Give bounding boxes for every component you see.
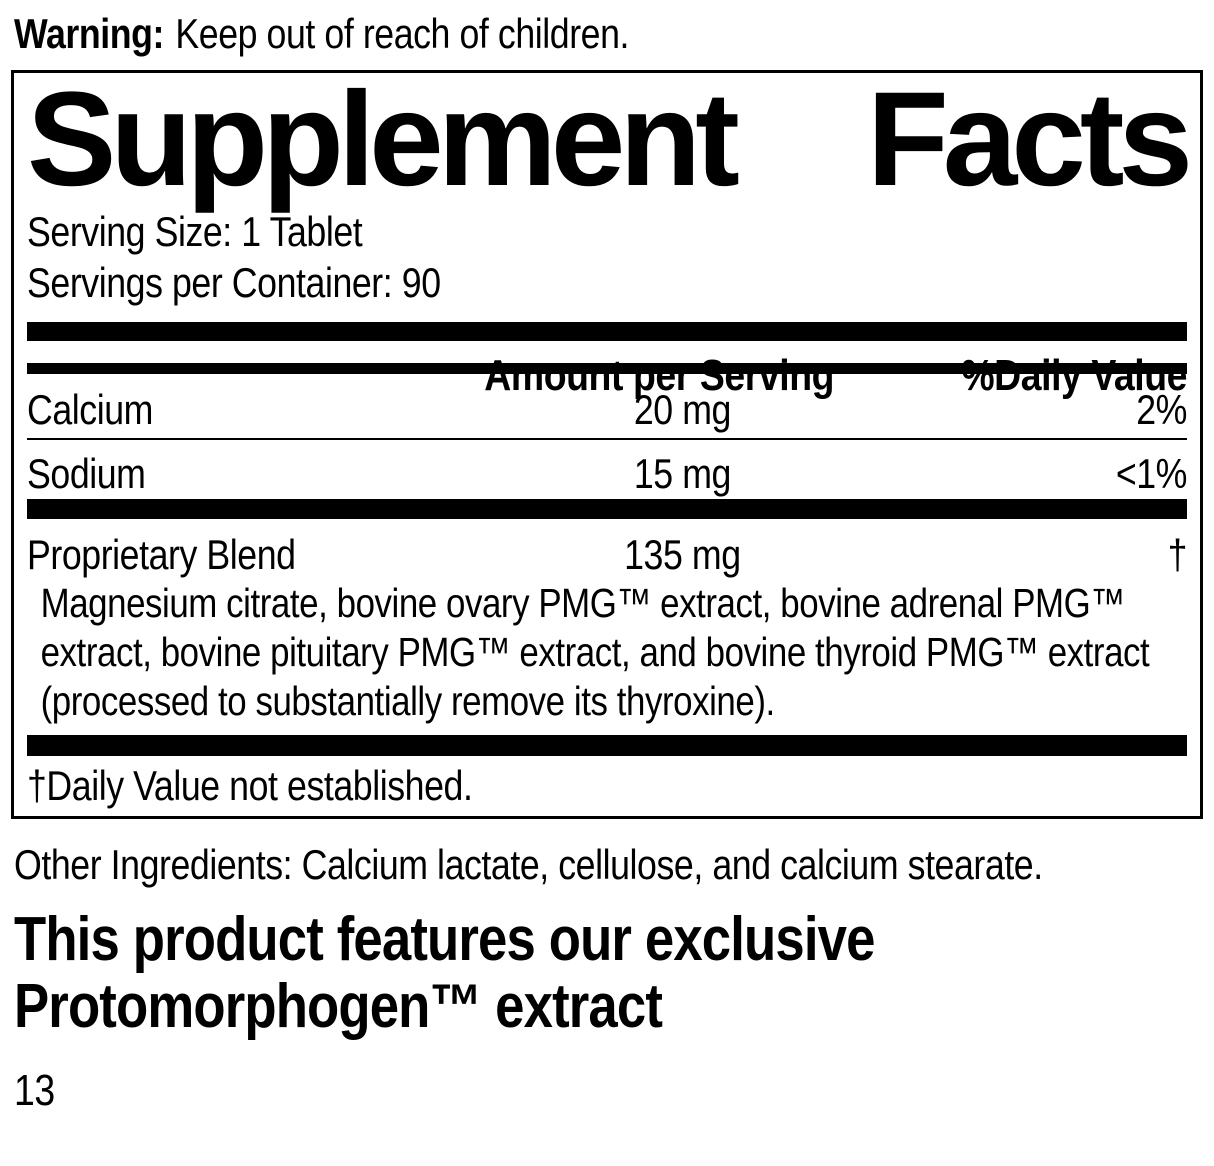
blend-description [27,579,1201,727]
supplement-facts-panel [11,65,1203,819]
nutrient-name: Sodium [27,450,146,498]
feature-heading [14,907,1200,1041]
column-header-row [27,341,1187,401]
other-ingredients-line: Other Ingredients: Calcium lactate, cellulose, and calcium stearate. [14,840,1043,888]
blend-name: Proprietary Blend [27,530,296,578]
section-divider-bar-top [27,322,1187,341]
nutrient-name: Calcium [27,386,153,434]
section-divider-bar-bottom [27,735,1187,756]
nutrient-daily-value: <1% [1115,450,1187,498]
daily-value-footnote: †Daily Value not established. [27,761,473,809]
warning-line [14,10,1200,58]
blend-description-line: Magnesium citrate, bovine ovary PMG™ extract, bovine adrenal PMG™ [40,579,1125,626]
nutrient-amount: 20 mg [633,386,731,434]
warning-label: Warning: [14,10,164,57]
feature-heading-line: Protomorphogen™ extract [14,972,663,1042]
blend-daily-value-dagger: † [1167,530,1187,578]
blend-description-line: extract, bovine pituitary PMG™ extract, and bovine thyroid PMG™ extract [40,629,1150,676]
amount-per-serving-header: Amount per Serving [484,351,835,401]
warning-text: Keep out of reach of children. [175,10,630,57]
panel-title-word-supplement: Supplement [27,65,734,215]
feature-heading-line: This product features our exclusive [14,905,875,975]
blend-amount: 135 mg [624,530,741,578]
serving-size-line: Serving Size: 1 Tablet [27,208,363,256]
blend-description-line: (processed to substantially remove its thyroxine). [40,678,775,725]
panel-title-word-facts: Facts [866,65,1187,215]
proprietary-blend-row [27,519,1187,579]
page-number: 13 [14,1066,55,1116]
daily-value-header: %Daily Value [961,351,1187,401]
nutrient-row-sodium [27,440,1187,498]
nutrient-row-calcium [27,374,1187,438]
nutrient-daily-value: 2% [1136,386,1187,434]
nutrient-amount: 15 mg [633,450,731,498]
section-divider-bar-mid [27,499,1187,519]
panel-title [27,65,1187,215]
servings-per-container-line: Servings per Container: 90 [27,258,441,306]
